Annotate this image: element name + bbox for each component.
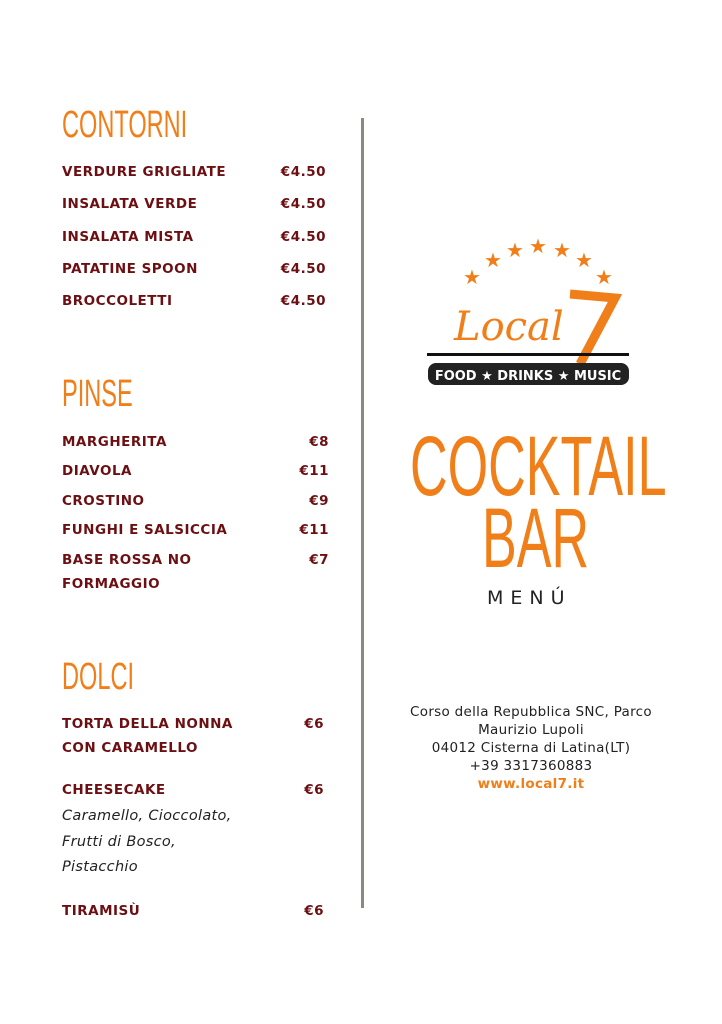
- address-line: Maurizio Lupoli: [478, 722, 584, 738]
- website-link[interactable]: www.local7.it: [477, 776, 585, 792]
- title-cocktail: COCKTAIL: [410, 419, 667, 513]
- menu-item: INSALATA MISTA €4.50: [62, 229, 326, 245]
- address-line: Corso della Repubblica SNC, Parco: [410, 704, 652, 720]
- menu-item: MARGHERITA €8: [62, 434, 329, 450]
- menu-item: VERDURE GRIGLIATE €4.50: [62, 164, 326, 180]
- logo: [420, 232, 636, 390]
- svg-text:★: ★: [463, 265, 481, 289]
- address-block: [400, 703, 662, 793]
- svg-text:Local: Local: [454, 304, 564, 350]
- divider: [361, 118, 364, 908]
- svg-text:★: ★: [506, 238, 524, 262]
- title-bar: BAR: [482, 491, 590, 585]
- menu-item: TIRAMISÙ €6: [62, 903, 324, 919]
- menu-item: BASE ROSSA NO FORMAGGIO €7: [62, 552, 329, 592]
- phone: +39 3317360883: [469, 758, 593, 774]
- address-line: 04012 Cisterna di Latina(LT): [431, 740, 631, 756]
- svg-text:★: ★: [575, 248, 593, 272]
- item-description: Caramello, Cioccolato, Frutti di Bosco, Pistacchio: [62, 808, 232, 875]
- section-title-pinse: PINSE: [62, 373, 133, 415]
- section-title-contorni: CONTORNI: [62, 104, 188, 146]
- svg-text:★: ★: [529, 234, 547, 258]
- svg-text:★: ★: [553, 238, 571, 262]
- menu-item: FUNGHI E SALSICCIA €11: [62, 522, 329, 538]
- menu-item: CROSTINO €9: [62, 493, 329, 509]
- section-title-dolci: DOLCI: [62, 656, 135, 698]
- svg-text:★: ★: [484, 248, 502, 272]
- menu-item: BROCCOLETTI €4.50: [62, 293, 326, 309]
- menu-item: PATATINE SPOON €4.50: [62, 261, 326, 277]
- menu-item: DIAVOLA €11: [62, 463, 329, 479]
- subtitle-menu: MENÚ: [487, 587, 572, 609]
- menu-item: INSALATA VERDE €4.50: [62, 196, 326, 212]
- svg-text:FOOD ★ DRINKS ★ MUSIC: FOOD ★ DRINKS ★ MUSIC: [434, 369, 622, 384]
- menu-item: TORTA DELLA NONNA CON CARAMELLO €6: [62, 716, 324, 756]
- menu-item: CHEESECAKE €6: [62, 782, 324, 798]
- svg-text:★: ★: [595, 265, 613, 289]
